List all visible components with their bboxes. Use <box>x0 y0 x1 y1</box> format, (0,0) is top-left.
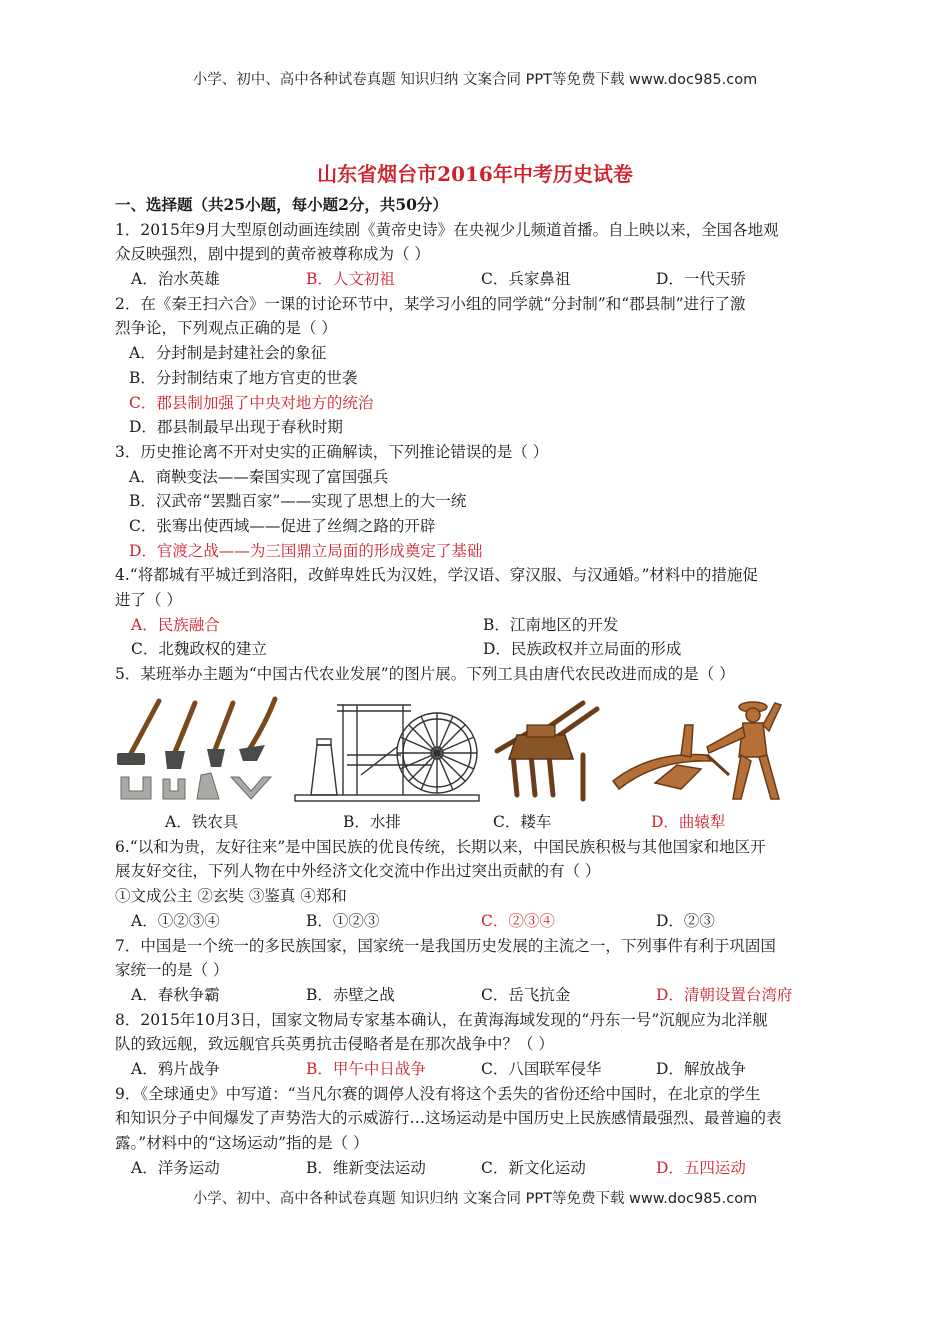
exam-content <box>115 193 835 1180</box>
q9-option-b: B．维新变法运动 <box>306 1158 426 1177</box>
seed-drill-image <box>487 695 607 805</box>
q4-option-b: B．江南地区的开发 <box>483 615 619 634</box>
q4-options-row-1 <box>115 613 835 638</box>
q1-option-d: D．一代天骄 <box>656 270 746 289</box>
q6-options <box>115 909 835 934</box>
q5-option-b: B．水排 <box>343 812 401 831</box>
q1-stem-1: 1．2015年9月大型原创动画连续剧《黄帝史诗》在央视少儿频道首播。自上映以来，全国各地观 <box>115 220 779 239</box>
q8-option-d: D．解放战争 <box>656 1059 746 1078</box>
water-bellows-image <box>291 695 483 805</box>
page-footer: 小学、初中、高中各种试卷真题 知识归纳 文案合同 PPT等免费下载 www.doc985.com <box>192 1191 758 1207</box>
q8-stem-2: 队的致远舰，致远舰官兵英勇抗击侵略者是在那次战争中？（ ） <box>115 1035 554 1054</box>
q2-option-c-answer: C．郡县制加强了中央对地方的统治 <box>129 393 374 412</box>
q6-stem-2: 展友好交往，下列人物在中外经济文化交流中作出过突出贡献的有（ ） <box>115 862 601 881</box>
q5-options <box>115 809 835 835</box>
q8-option-a: A．鸦片战争 <box>131 1059 220 1078</box>
q6-option-d: D．②③ <box>656 911 715 930</box>
q6-stem-1: 6.“以和为贵，友好往来”是中国民族的优良传统，长期以来，中国民族积极与其他国家和地区开 <box>115 837 766 856</box>
q5-option-c: C．耧车 <box>493 812 552 831</box>
q3-stem-1: 3．历史推论离不开对史实的正确解读，下列推论错误的是（ ） <box>115 442 549 461</box>
q1-option-b-answer: B．人文初祖 <box>306 270 395 289</box>
q6-option-a: A．①②③④ <box>131 911 220 930</box>
q5-pictures <box>115 693 835 805</box>
q6-option-c-answer: C．②③④ <box>481 911 555 930</box>
q9-option-d-answer: D．五四运动 <box>656 1158 746 1177</box>
q2-option-d: D．郡县制最早出现于春秋时期 <box>129 418 343 437</box>
q9-options <box>115 1156 835 1181</box>
q4-stem-2: 进了（ ） <box>115 591 182 609</box>
section-heading: 一、选择题（共25小题，每小题2分，共50分） <box>115 195 448 214</box>
q2-option-a: A．分封制是封建社会的象征 <box>129 344 327 363</box>
q1-stem-2: 众反映强烈，剧中提到的黄帝被尊称成为（ ） <box>115 245 430 264</box>
q3-option-d-answer: D．官渡之战——为三国鼎立局面的形成奠定了基础 <box>129 541 483 560</box>
curved-plough-image <box>611 695 789 805</box>
q6-option-b: B．①②③ <box>306 911 380 930</box>
q7-stem-1: 7．中国是一个统一的多民族国家，国家统一是我国历史发展的主流之一，下列事件有利于巩固国 <box>115 936 776 955</box>
q2-option-b: B．分封制结束了地方官吏的世袭 <box>129 368 358 387</box>
q7-option-d-answer: D．清朝设置台湾府 <box>656 985 793 1004</box>
q7-option-a: A．春秋争霸 <box>131 985 220 1004</box>
q8-option-b-answer: B．甲午中日战争 <box>306 1059 426 1078</box>
q4-option-c: C．北魏政权的建立 <box>131 640 267 659</box>
q4-option-a-answer: A．民族融合 <box>131 615 220 634</box>
q9-stem-1: 9．《全球通史》中写道：“当凡尔赛的调停人没有将这个丢失的省份还给中国时，在北京的学生 <box>115 1084 761 1103</box>
q9-option-c: C．新文化运动 <box>481 1158 586 1177</box>
q4-options-row-2 <box>115 637 835 662</box>
q4-stem-1: 4.“将都城有平城迁到洛阳，改鲜卑姓氏为汉姓，学汉语、穿汉服、与汉通婚。”材料中的措施促 <box>115 566 758 585</box>
q7-options <box>115 983 835 1008</box>
q3-option-b: B．汉武帝“罢黜百家”——实现了思想上的大一统 <box>129 492 467 511</box>
q8-option-c: C．八国联军侵华 <box>481 1059 602 1078</box>
iron-tools-image <box>115 695 287 805</box>
page-header: 小学、初中、高中各种试卷真题 知识归纳 文案合同 PPT等免费下载 www.doc985.com <box>192 72 758 88</box>
q1-option-c: C．兵家鼻祖 <box>481 270 571 289</box>
q7-option-b: B．赤壁之战 <box>306 985 395 1004</box>
q2-stem-2: 烈争论，下列观点正确的是（ ） <box>115 319 337 338</box>
q9-stem-3: 露。”材料中的“这场运动”指的是（ ） <box>115 1134 369 1152</box>
exam-title: 山东省烟台市2016年中考历史试卷 <box>317 162 633 186</box>
q5-option-d-answer: D．曲辕犁 <box>651 812 726 831</box>
q7-option-c: C．岳飞抗金 <box>481 985 571 1004</box>
q2-stem-1: 2．在《秦王扫六合》一课的讨论环节中，某学习小组的同学就“分封制”和“郡县制”进行了激 <box>115 294 746 313</box>
q7-stem-2: 家统一的是（ ） <box>115 961 229 980</box>
q6-stem-3: ①文成公主 ②玄奘 ③鉴真 ④郑和 <box>115 887 347 906</box>
q8-stem-1: 8．2015年10月3日，国家文物局专家基本确认，在黄海海域发现的“丹东一号”沉舰应为北洋舰 <box>115 1010 768 1029</box>
q5-stem-1: 5．某班举办主题为“中国古代农业发展”的图片展。下列工具由唐代农民改进而成的是（ ） <box>115 665 735 684</box>
q3-option-c: C．张骞出使西域——促进了丝绸之路的开辟 <box>129 516 436 535</box>
q9-option-a: A．洋务运动 <box>131 1158 220 1177</box>
q5-option-a: A．铁农具 <box>165 812 239 831</box>
q1-option-a: A．治水英雄 <box>131 270 220 289</box>
q4-option-d: D．民族政权并立局面的形成 <box>483 640 682 659</box>
q1-options <box>115 267 835 292</box>
q8-options <box>115 1057 835 1082</box>
q9-stem-2: 和知识分子中间爆发了声势浩大的示威游行…这场运动是中国历史上民族感情最强烈、最普遍的表 <box>115 1109 782 1128</box>
q3-option-a: A．商鞅变法——秦国实现了富国强兵 <box>129 467 389 486</box>
